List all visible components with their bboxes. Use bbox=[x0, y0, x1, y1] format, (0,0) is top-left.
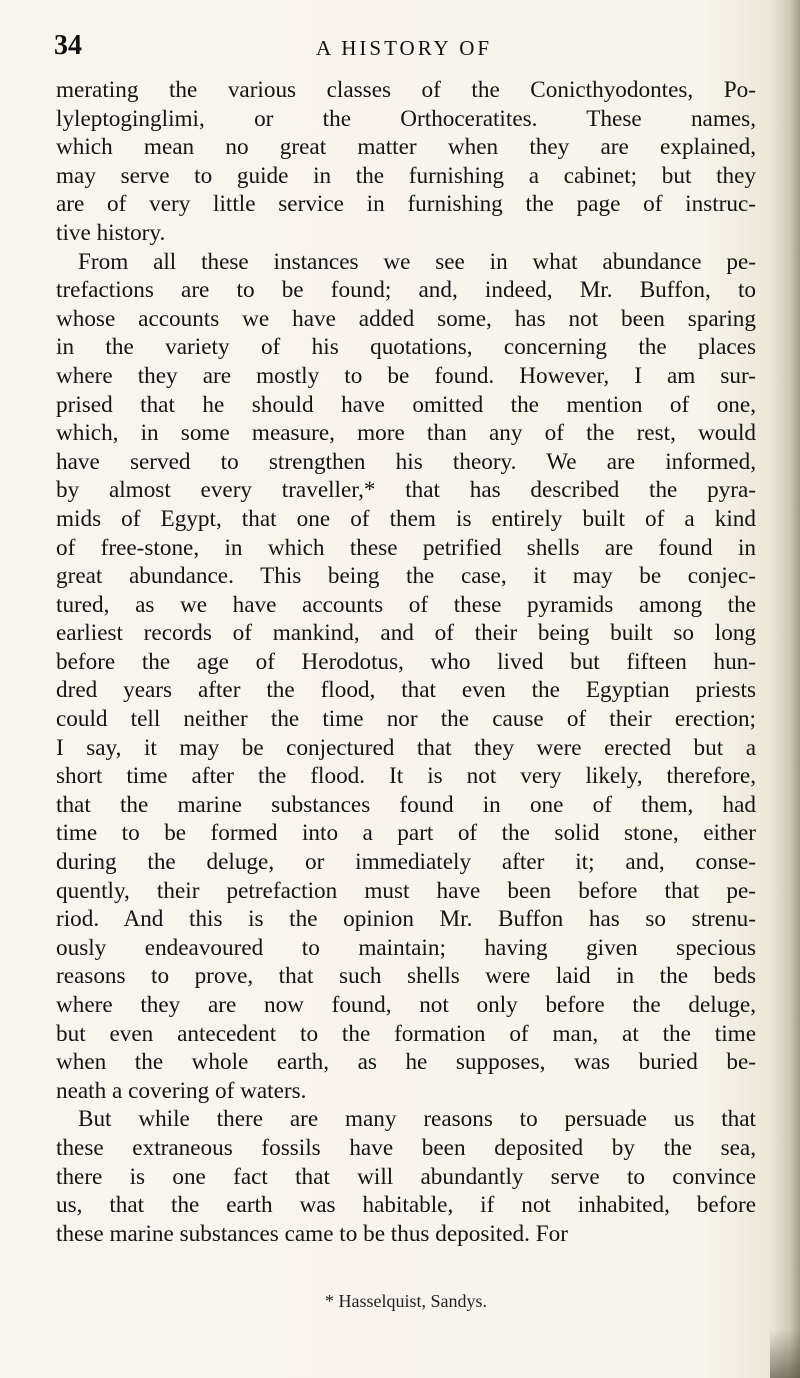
text-line: I say, it may be conjectured that they were erected but a bbox=[56, 734, 756, 761]
text-line: that the marine substances found in one of them, had bbox=[56, 791, 756, 818]
text-line: where they are now found, not only before the deluge, bbox=[56, 992, 756, 1018]
footnote: * Hasselquist, Sandys. bbox=[325, 1291, 487, 1311]
text-line: short time after the flood. It is not very likely, therefore, bbox=[56, 763, 756, 790]
text-line: dred years after the flood, that even the Egyptian priests bbox=[56, 677, 756, 704]
text-line: quently, their petrefaction must have been before that pe- bbox=[56, 877, 756, 904]
text-line: earliest records of mankind, and of their being built so long bbox=[56, 620, 756, 647]
text-line: may serve to guide in the furnishing a cabinet; but they bbox=[56, 162, 756, 189]
text-line: us, that the earth was habitable, if not inhabited, before bbox=[56, 1192, 756, 1219]
text-line: reasons to prove, that such shells were laid in the beds bbox=[56, 963, 756, 990]
text-line: by almost every traveller,* that has described the pyra- bbox=[56, 477, 756, 504]
body-text bbox=[56, 76, 756, 1248]
text-line: these extraneous fossils have been deposited by the sea, bbox=[56, 1134, 756, 1161]
running-title: A HISTORY OF bbox=[316, 36, 493, 60]
text-line: great abundance. This being the case, it may be conjec- bbox=[56, 563, 756, 590]
text-line: lyleptoginglimi, or the Orthoceratites. These names, bbox=[56, 105, 756, 132]
text-line: neath a covering of waters. bbox=[56, 1077, 307, 1104]
text-line: when the whole earth, as he supposes, was buried be- bbox=[56, 1049, 756, 1076]
text-line: these marine substances came to be thus deposited. For bbox=[56, 1220, 568, 1247]
text-line: in the variety of his quotations, concerning the places bbox=[56, 334, 756, 361]
page-number: 34 bbox=[54, 30, 82, 61]
paragraph bbox=[56, 248, 756, 1106]
text-line: But while there are many reasons to persuade us that bbox=[78, 1106, 756, 1133]
text-line: before the age of Herodotus, who lived but fifteen hun- bbox=[56, 648, 756, 675]
text-line: of free-stone, in which these petrified shells are found in bbox=[56, 534, 756, 561]
text-line: but even antecedent to the formation of man, at the time bbox=[56, 1020, 756, 1047]
text-line: tive history. bbox=[56, 219, 166, 246]
text-line: merating the various classes of the Conicthyodontes, Po- bbox=[56, 77, 756, 103]
text-line: riod. And this is the opinion Mr. Buffon has so strenu- bbox=[56, 906, 756, 933]
text-line: time to be formed into a part of the solid stone, either bbox=[56, 820, 756, 847]
paragraph bbox=[56, 1105, 756, 1248]
page-header bbox=[54, 28, 754, 72]
text-line: could tell neither the time nor the cause of their erection; bbox=[56, 706, 756, 733]
text-line: have served to strengthen his theory. We are informed, bbox=[56, 448, 756, 475]
text-line: which mean no great matter when they are explained, bbox=[56, 134, 756, 161]
text-line: From all these instances we see in what abundance pe- bbox=[78, 248, 756, 275]
text-line: which, in some measure, more than any of the rest, would bbox=[56, 420, 756, 447]
text-line: are of very little service in furnishing the page of instruc- bbox=[56, 191, 756, 218]
text-line: trefactions are to be found; and, indeed, Mr. Buffon, to bbox=[56, 277, 756, 304]
text-line: tured, as we have accounts of these pyramids among the bbox=[56, 591, 756, 618]
text-line: ously endeavoured to maintain; having given specious bbox=[56, 934, 756, 961]
text-line: where they are mostly to be found. However, I am sur- bbox=[56, 362, 756, 389]
text-line: mids of Egypt, that one of them is entirely built of a kind bbox=[56, 505, 756, 532]
text-line: prised that he should have omitted the mention of one, bbox=[56, 391, 756, 418]
text-line: there is one fact that will abundantly serve to convince bbox=[56, 1163, 756, 1190]
page-edge-shadow bbox=[774, 0, 800, 1378]
page-corner-mark bbox=[770, 1330, 800, 1378]
paragraph bbox=[56, 76, 756, 248]
text-line: whose accounts we have added some, has not been sparing bbox=[56, 305, 756, 332]
text-line: during the deluge, or immediately after it; and, conse- bbox=[56, 849, 756, 876]
